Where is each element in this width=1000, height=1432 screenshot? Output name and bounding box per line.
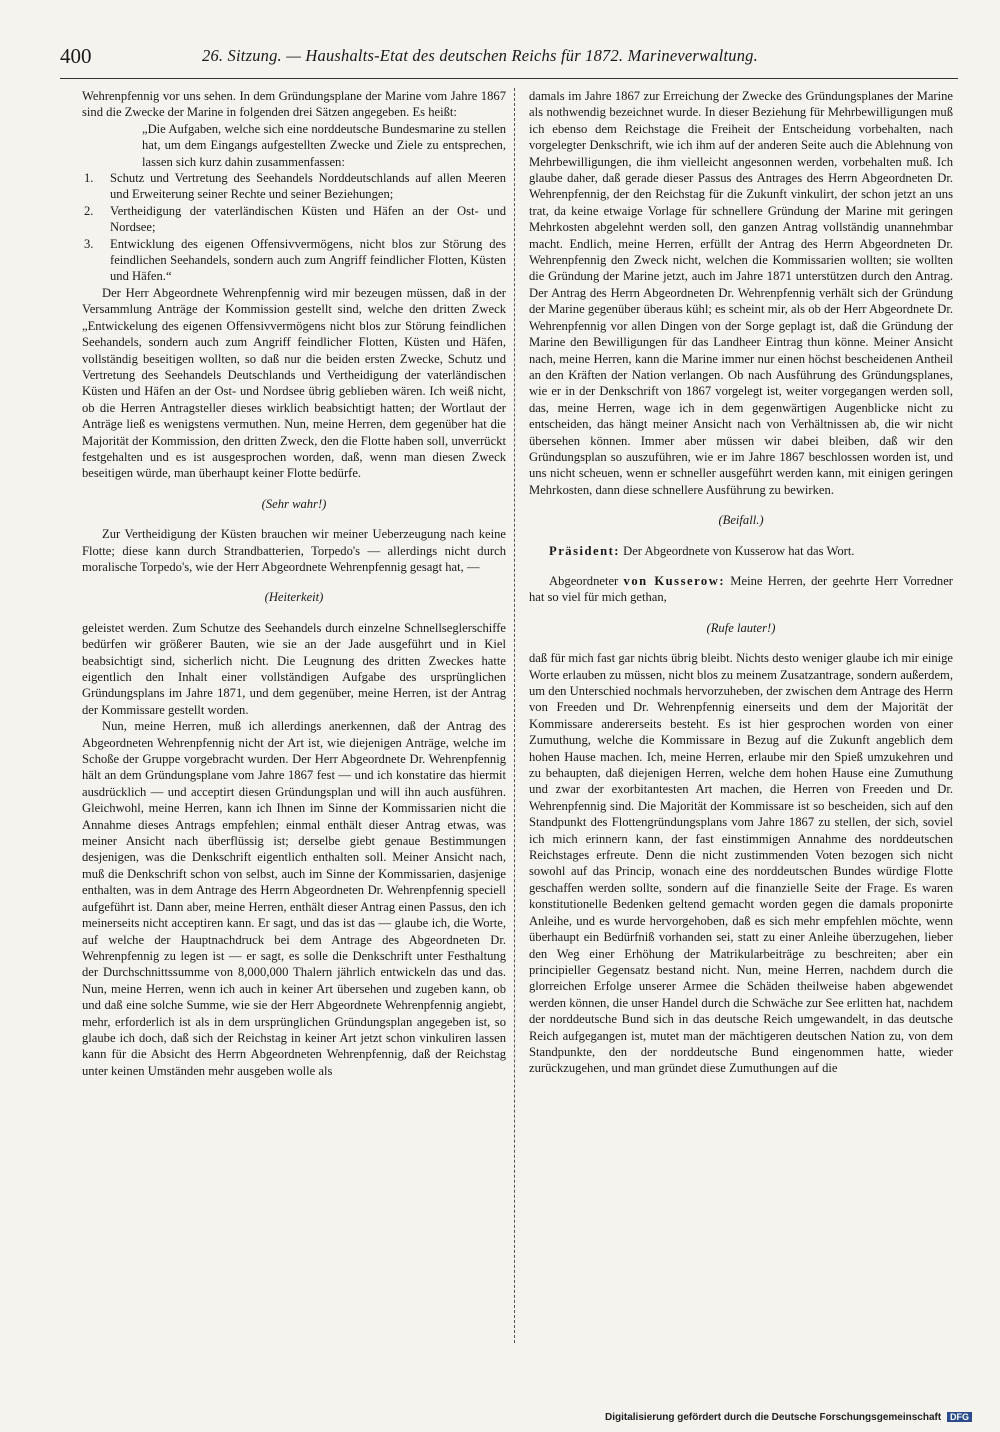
speaker-paragraph: Präsident: Der Abgeordnete von Kusserow hat das Wort. <box>549 543 855 558</box>
paragraph: Zur Vertheidigung der Küsten brauchen wir meiner Ueberzeugung nach keine Flotte; diese kann durch Strandbatterien, Torpedo's — allerdings nicht durch moralische Torpedo's, wie der Herr Abgeordnete Wehrenpfennig gesagt hat, — <box>82 527 506 574</box>
list-item: 3. Entwicklung des eigenen Offensivvermögens, nicht blos zur Störung des feindlichen Seehandels, sondern auch zum Angriff feindlicher Flotten, Küsten und Häfen.“ <box>84 236 506 284</box>
speaker-name: Präsident: <box>549 543 620 558</box>
column-divider <box>514 88 515 1343</box>
speaker-name: von Kusserow: <box>623 573 726 588</box>
paragraph: daß für mich fast gar nichts übrig bleibt. Nichts desto weniger glaube ich mir einige Worte erlauben zu müssen, nicht blos zu meinem Zusatzantrage, sondern außerdem, um den Unterschied nochmals hervorzuheben, der zwischen dem Antrage des Herrn von Freeden und Dr. Wehrenpfennig einerseits und dem der Majorität der Kommissare andererseits besteht. Es ist hier gesprochen worden von einer Zumuthung, welche die Kommissare in Bezug auf die Zukunft angeblich dem hohen Hause machen. Ich, meine Herren, erlaube mir den Spieß umzukehren und zu behaupten, daß diejenigen Herren, welche dem hohen Hause eine Zumuthung und zwar der exorbitantesten Art machen, die Herren von Freeden und Dr. Wehrenpfennig sind. Die Majorität der Kommissare ist so bescheiden, sich auf den Standpunkt des Flottengründungsplans vom Jahre 1867 zu stellen, der sich, soviel ich mich erinnern kann, der fast einstimmigen Annahme des norddeutschen Reichstages erfreute. Denn die nicht zustimmenden Voten bezogen sich nicht sowohl auf das Princip, wonach eine des norddeutschen Bundes würdige Flotte geschaffen werden sollte, sondern auf die finanzielle Seite der Frage. Es waren konstitutionelle Bedenken geltend gemacht worden gegen die damals proponirte Anleihe, und es wurde hervorgehoben, daß es sich mehr empfehlen möchte, wenn überhaupt ein Bedürfniß vorhanden sei, statt zu einer Anleihe überzugehen, lieber den Weg einer Erhöhung der Matrikularbeiträge zu beschreiten; aber ein principieller Gegensatz bestand nicht. Nun, meine Herren, nachdem durch die glorreichen Erfolge unserer Armee die Schäden theilweise haben abgewendet werden können, die unser Handel durch die Schwäche zur See erlitten hat, nachdem der norddeutsche Bund sich in das deutsche Reich umgewandelt, in das deutsche Reich aufgegangen ist, mutet man der mächtigeren deutschen Nation zu, von dem Standpunkte, den der norddeutsche Bund eingenommen hatte, wieder zurückzugehen, und man gründet diese Zumuthungen auf die <box>529 651 953 1076</box>
right-column <box>529 88 953 1077</box>
page-number: 400 <box>60 44 92 68</box>
interjection: (Rufe lauter!) <box>706 620 776 635</box>
running-title: 26. Sitzung. — Haushalts-Etat des deutschen Reichs für 1872. Marineverwaltung. <box>202 46 758 65</box>
dfg-logo: DFG <box>947 1412 972 1422</box>
list-item: 2. Vertheidigung der vaterländischen Küsten und Häfen an der Ost- und Nordsee; <box>84 203 506 235</box>
footer-credit: Digitalisierung gefördert durch die Deutsche Forschungsgemeinschaft DFG <box>605 1412 972 1423</box>
page-header <box>60 42 960 74</box>
paragraph: Wehrenpfennig vor uns sehen. In dem Gründungsplane der Marine vom Jahre 1867 sind die Zwecke der Marine in folgenden drei Sätzen angegeben. Es heißt: <box>82 89 506 120</box>
list-item: 1. Schutz und Vertretung des Seehandels Norddeutschlands auf allen Meeren und Erweiterung seiner Rechte und seiner Beziehungen; <box>84 171 506 202</box>
paragraph: Nun, meine Herren, muß ich allerdings anerkennen, daß der Antrag des Abgeordneten Wehrenpfennig nicht der Art ist, wie diejenigen Anträge, welche im Schoße der Gruppe vorgebracht wurden. Der Herr Abgeordnete Dr. Wehrenpfennig hält an dem Gründungsplane vom Jahre 1867 fest — und ich konstatire das hiermit ausdrücklich — und acceptirt diesen Gründungsplan und will ihn auch ausführen. Gleichwohl, meine Herren, kann ich Ihnen im Sinne der Kommissarien nicht die Annahme dieses Antrags empfehlen; einmal enthält dieser Antrag etwas, was meiner Ansicht nach überflüssig ist; derselbe giebt genaue Bestimmungen desjenigen, was die Denkschrift eigentlich enthalten soll. Meiner Ansicht nach, muß die Denkschrift schon von selbst, auch im Sinne der Kommissarien, dasjenige enthalten, was in dem Antrage des Herrn Abgeordneten Dr. Wehrenpfennig speciell aufgeführt ist. Dann aber, meine Herren, enthält dieser Antrag einen Passus, den ich meinerseits nicht acceptiren kann. Er sagt, und das ist das — glaube ich, die Worte, auf welche der Hauptnachdruck bei dem Antrage des Abgeordneten Dr. Wehrenpfennig zu legen ist — er sagt, es solle die Denkschrift unter Festhaltung der Durchschnittssumme von 8,000,000 Thalern jährlich entwickeln das und das. Nun, meine Herren, wenn ich auch in keiner Art übersehen und zugeben kann, ob und daß eine solche Summe, wie sie der Herr Abgeordnete Wehrenpfennig angiebt, mehr, erforderlich ist als in dem ursprünglichen Gründungsplan angegeben ist, so glaube ich doch, daß sich der Reichstag in keiner Art jetzt schon vinkuliren lassen kann für die Absicht des Herrn Abgeordneten Wehrenpfennig, daß der Reichstag unter keinen Umständen mehr ausgeben wolle als <box>82 719 506 1078</box>
paragraph: geleistet werden. Zum Schutze des Seehandels durch einzelne Schnellseglerschiffe bedürfen wir größerer Bauten, wie sie an der Jade ausgeführt und in Kiel beabsichtigt sind, sicherlich nicht. Die Leugnung des dritten Zweckes hatte eigentlich den Inhalt einer vollständigen Aufgabe des ursprünglichen Gründungsplans im Jahre 1871, und dem gegenüber, meine Herren, ist der Antrag der Kommissare gestellt worden. <box>82 620 506 717</box>
interjection: (Beifall.) <box>718 513 764 528</box>
left-column <box>82 88 506 1079</box>
interjection: (Heiterkeit) <box>264 590 324 605</box>
speaker-paragraph: Abgeordneter von Kusserow: Meine Herren, der geehrte Herr Vorredner hat so viel für mich gethan, <box>529 573 953 605</box>
paragraph: Der Herr Abgeordnete Wehrenpfennig wird mir bezeugen müssen, daß in der Versammlung Anträge der Kommission gestellt sind, welche den dritten Zweck „Entwickelung des eigenen Offensivvermögens nicht blos zur Störung feindlichen Seehandels, sondern auch zum Angriff feindlicher Flotten, Küsten und Häfen, vollständig beseitigen wollten, so daß nur die beiden ersten Zwecke, Schutz und Vertretung des Seehandels Deutschlands und Vertheidigung der vaterländischen Küsten und Häfen an der Ost- und Nordsee übrig geblieben wären. Ich weiß nicht, ob die Herren Antragsteller dieses wirklich beabsichtigt hatten; der Wortlaut der Anträge ließ es wenigstens vermuthen. Nun, meine Herren, dem gegenüber hat die Majorität der Kommission, den dritten Zweck, den die Flotte haben soll, unverrückt festgehalten und es ist ausgesprochen worden, daß, wenn man diesen Zweck beseitigen würde, man überhaupt keiner Flotte bedürfe. <box>82 285 506 481</box>
paragraph: damals im Jahre 1867 zur Erreichung der Zwecke des Gründungsplanes der Marine als nothwendig bezeichnet wurde. In dieser Beziehung für Mehrbewilligungen muß ich ebenso dem Reichstage die Freiheit der Entscheidung vorbehalten, nach vorgelegter Denkschrift, wie ich ihm auf der anderen Seite auch die Ablehnung von Mehrbewilligungen, die ihm vielleicht angesonnen werden, vorbehalten muß. Ich glaube daher, daß gerade dieser Passus des Antrages des Herrn Abgeordneten Dr. Wehrenpfennig, der den Reichstag für die Zukunft vinkulirt, der schon jetzt an uns trat, da keine etwaige Vorlage für schnellere Gründung der Marine mit geringen Mehrkosten abgelehnt werden soll, den ganzen Antrag vollständig unannehmbar macht. Endlich, meine Herren, erfüllt der Antrag des Herrn Abgeordneten Dr. Wehrenpfennig den Zweck nicht, welchen die Kommissarien wollten; sie wollten die Gründung der Marine jetzt, auch im Jahre 1871 unterstützen durch den Antrag. Der Antrag des Herrn Abgeordneten Dr. Wehrenpfennig verhält sich der Gründung der Marine gegenüber überaus kühl; es scheint mir, als ob der Herr Abgeordnete Dr. Wehrenpfennig vor allen Dingen von der Sorge geplagt ist, daß die Gründung der Marine den Bewilligungen für das Landheer Eintrag thun könne. Meiner Ansicht nach, meine Herren, kann die Marine immer nur einen höchst bescheidenen Antheil an den Kräften der Nation verlangen. Ob nach Ausführung des Gründungsplanes, wie er in der Denkschrift von 1867 vorgelegt ist, weiter vorgegangen werden soll, das, meine Herren, wage ich in dem gegenwärtigen Augenblicke nicht zu entscheiden, das hängt meiner Ansicht nach von Verhältnissen ab, die wir nicht übersehen können. Immer aber müssen wir dabei bleiben, daß wir den Gründungsplan so auszuführen, wie er im Jahre 1867 beschlossen worden ist, und uns nicht scheuen, wenn er schneller ausgeführt werden kann, mit einigen geringen Mehrkosten, dann diese schnellere Ausführung zu bewirken. <box>529 89 953 497</box>
numbered-list <box>82 170 506 285</box>
interjection: (Sehr wahr!) <box>261 496 327 511</box>
quote: „Die Aufgaben, welche sich eine norddeutsche Bundesmarine zu stellen hat, um dem Eingangs aufgestellten Zwecke und Ziele zu entsprechen, lassen sich kurz dahin zusammenfassen: <box>142 121 506 169</box>
header-rule <box>60 78 958 79</box>
